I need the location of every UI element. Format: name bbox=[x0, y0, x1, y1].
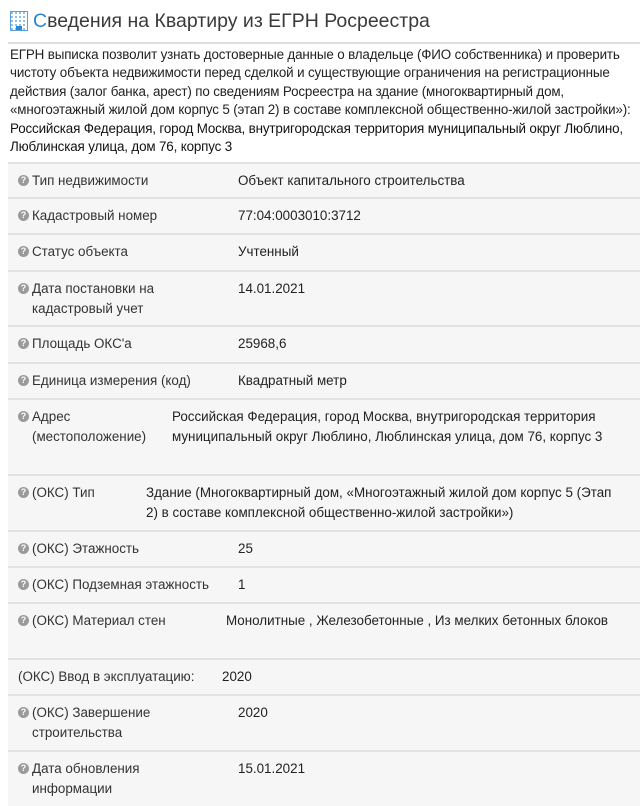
table-row: ? Дата обновления информации 15.01.2021 bbox=[8, 750, 640, 806]
table-row: (ОКС) Ввод в эксплуатацию: 2020 bbox=[8, 658, 640, 694]
table-row: ? (ОКС) Материал стен Монолитные , Железобетонные , Из мелких бетонных блоков bbox=[8, 602, 640, 658]
table-row: ? Площадь ОКС'а 25968,6 bbox=[8, 325, 640, 362]
building-icon bbox=[10, 11, 28, 31]
help-icon[interactable]: ? bbox=[18, 210, 29, 221]
table-row: ? (ОКС) Тип Здание (Многоквартирный дом, «Многоэтажный жилой дом корпус 5 (Этап 2) в составе комплексной общественно-жилой застройки») bbox=[8, 474, 640, 530]
intro-text: ЕГРН выписка позволит узнать достоверные данные о владельце (ФИО собственника) и проверить чистоту объекта недвижимости перед сделкой и существующие ограничения на регистрационные действия (залог банка, арест) по сведениям Росреестра на здание (многоквартирный дом, «многоэтажный жилой дом корпус 5 (этап 2) в составе комплексной общественно-жилой застройки»): Российская Федерация, город Москва, внутригородская территория муниципальный округ Люблино, Люблинская улица, дом 76, корпус 3 bbox=[10, 47, 631, 155]
help-icon[interactable]: ? bbox=[18, 579, 29, 590]
help-icon[interactable]: ? bbox=[18, 246, 29, 257]
table-row: ? Тип недвижимости Объект капитального строительства bbox=[8, 162, 640, 197]
page-title: С ведения на Квартиру из ЕГРН Росреестра bbox=[10, 8, 430, 34]
intro-address: Российская Федерация, город Москва, внутригородская территория муниципальный округ Люблино, Люблинская улица, дом 76, корпус 3 bbox=[10, 120, 623, 155]
help-icon[interactable]: ? bbox=[18, 375, 29, 386]
table-row: ? Статус объекта Учтенный bbox=[8, 233, 640, 270]
help-icon[interactable]: ? bbox=[18, 487, 29, 498]
help-icon[interactable]: ? bbox=[18, 338, 29, 349]
table-row: ? (ОКС) Этажность 25 bbox=[8, 530, 640, 566]
table-row: ? Адрес (местоположение) Российская Федерация, город Москва, внутригородская территория муниципальный округ Люблино, Люблинская улица, дом 76, корпус 3 bbox=[8, 398, 640, 474]
table-row: ? Кадастровый номер 77:04:0003010:3712 bbox=[8, 197, 640, 233]
table-row: ? (ОКС) Завершение строительства 2020 bbox=[8, 694, 640, 750]
divider bbox=[8, 42, 640, 44]
table-row: ? (ОКС) Подземная этажность 1 bbox=[8, 566, 640, 602]
help-icon[interactable]: ? bbox=[18, 283, 29, 294]
help-icon[interactable]: ? bbox=[18, 175, 29, 186]
table-row: ? Единица измерения (код) Квадратный метр bbox=[8, 362, 640, 398]
help-icon[interactable]: ? bbox=[18, 411, 29, 422]
help-icon[interactable]: ? bbox=[18, 707, 29, 718]
help-icon[interactable]: ? bbox=[18, 615, 29, 626]
help-icon[interactable]: ? bbox=[18, 763, 29, 774]
table-row: ? Дата постановки на кадастровый учет 14.01.2021 bbox=[8, 270, 640, 325]
help-icon[interactable]: ? bbox=[18, 543, 29, 554]
